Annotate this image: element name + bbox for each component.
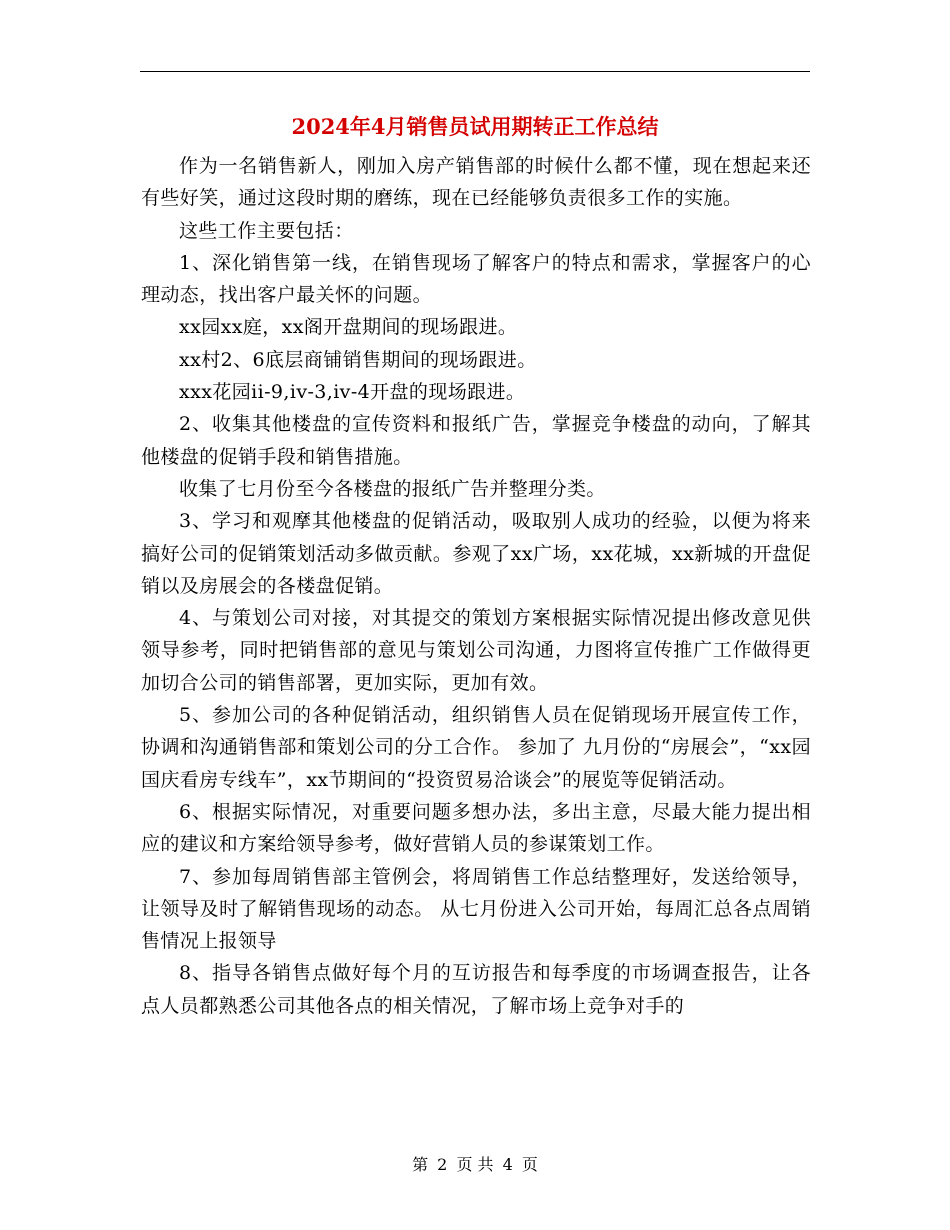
paragraph-item-2-detail: 收集了七月份至今各楼盘的报纸广告并整理分类。 [179,477,606,500]
paragraph-item-1-detail-b: xx村2、6底层商铺销售期间的现场跟进。 [179,348,537,371]
paragraph-item-3: 3、学习和观摩其他楼盘的促销活动，吸取别人成功的经验，以便为将来搞好公司的促销策划活动多做贡献。参观了xx广场，xx花城，xx新城的开盘促销以及房展会的各楼盘促销。 [141,510,811,597]
document-title: 2024年4月销售员试用期转正工作总结 [291,114,659,139]
footer-current-page: 2 [437,1155,448,1174]
document-body [141,150,811,1022]
footer-middle: 页 共 [456,1155,494,1174]
paragraph-intro: 作为一名销售新人，刚加入房产销售部的时候什么都不懂，现在想起来还有些好笑，通过这段时期的磨练，现在已经能够负责很多工作的实施。 [141,155,811,210]
paragraph-item-2: 2、收集其他楼盘的宣传资料和报纸广告，掌握竞争楼盘的动向，了解其他楼盘的促销手段和销售措施。 [141,413,811,468]
footer-total-pages: 4 [502,1155,513,1174]
footer-prefix: 第 [412,1155,429,1174]
paragraph-item-8: 8、指导各销售点做好每个月的互访报告和每季度的市场调查报告，让各点人员都熟悉公司其他各点的相关情况，了解市场上竞争对手的 [141,962,811,1017]
paragraph-item-6: 6、根据实际情况，对重要问题多想办法，多出主意，尽最大能力提出相应的建议和方案给领导参考，做好营销人员的参谋策划工作。 [141,800,811,856]
paragraph-item-1: 1、深化销售第一线，在销售现场了解客户的特点和需求，掌握客户的心理动态，找出客户最关怀的问题。 [141,251,811,307]
paragraph-work-list-heading: 这些工作主要包括： [179,219,354,242]
paragraph-item-7: 7、参加每周销售部主管例会，将周销售工作总结整理好，发送给领导，让领导及时了解销售现场的动态。 从七月份进入公司开始，每周汇总各点周销售情况上报领导 [141,865,811,953]
paragraph-item-1-detail-a: xx园xx庭，xx阁开盘期间的现场跟进。 [179,316,518,339]
page-footer [0,1153,950,1177]
paragraph-item-5: 5、参加公司的各种促销活动，组织销售人员在促销现场开展宣传工作，协调和沟通销售部和策划公司的分工合作。 参加了 九月份的“房展会”，“xx园国庆看房专线车”，xx节期间的“投资贸易洽谈会”的展览等促销活动。 [141,704,811,791]
paragraph-item-1-detail-c: xxx花园ii-9,iv-3,iv-4开盘的现场跟进。 [179,381,526,404]
paragraph-item-4: 4、与策划公司对接，对其提交的策划方案根据实际情况提出修改意见供领导参考，同时把销售部的意见与策划公司沟通，力图将宣传推广工作做得更加切合公司的销售部署，更加实际，更加有效。 [141,607,811,694]
header-rule [140,71,810,72]
footer-suffix: 页 [521,1155,538,1174]
